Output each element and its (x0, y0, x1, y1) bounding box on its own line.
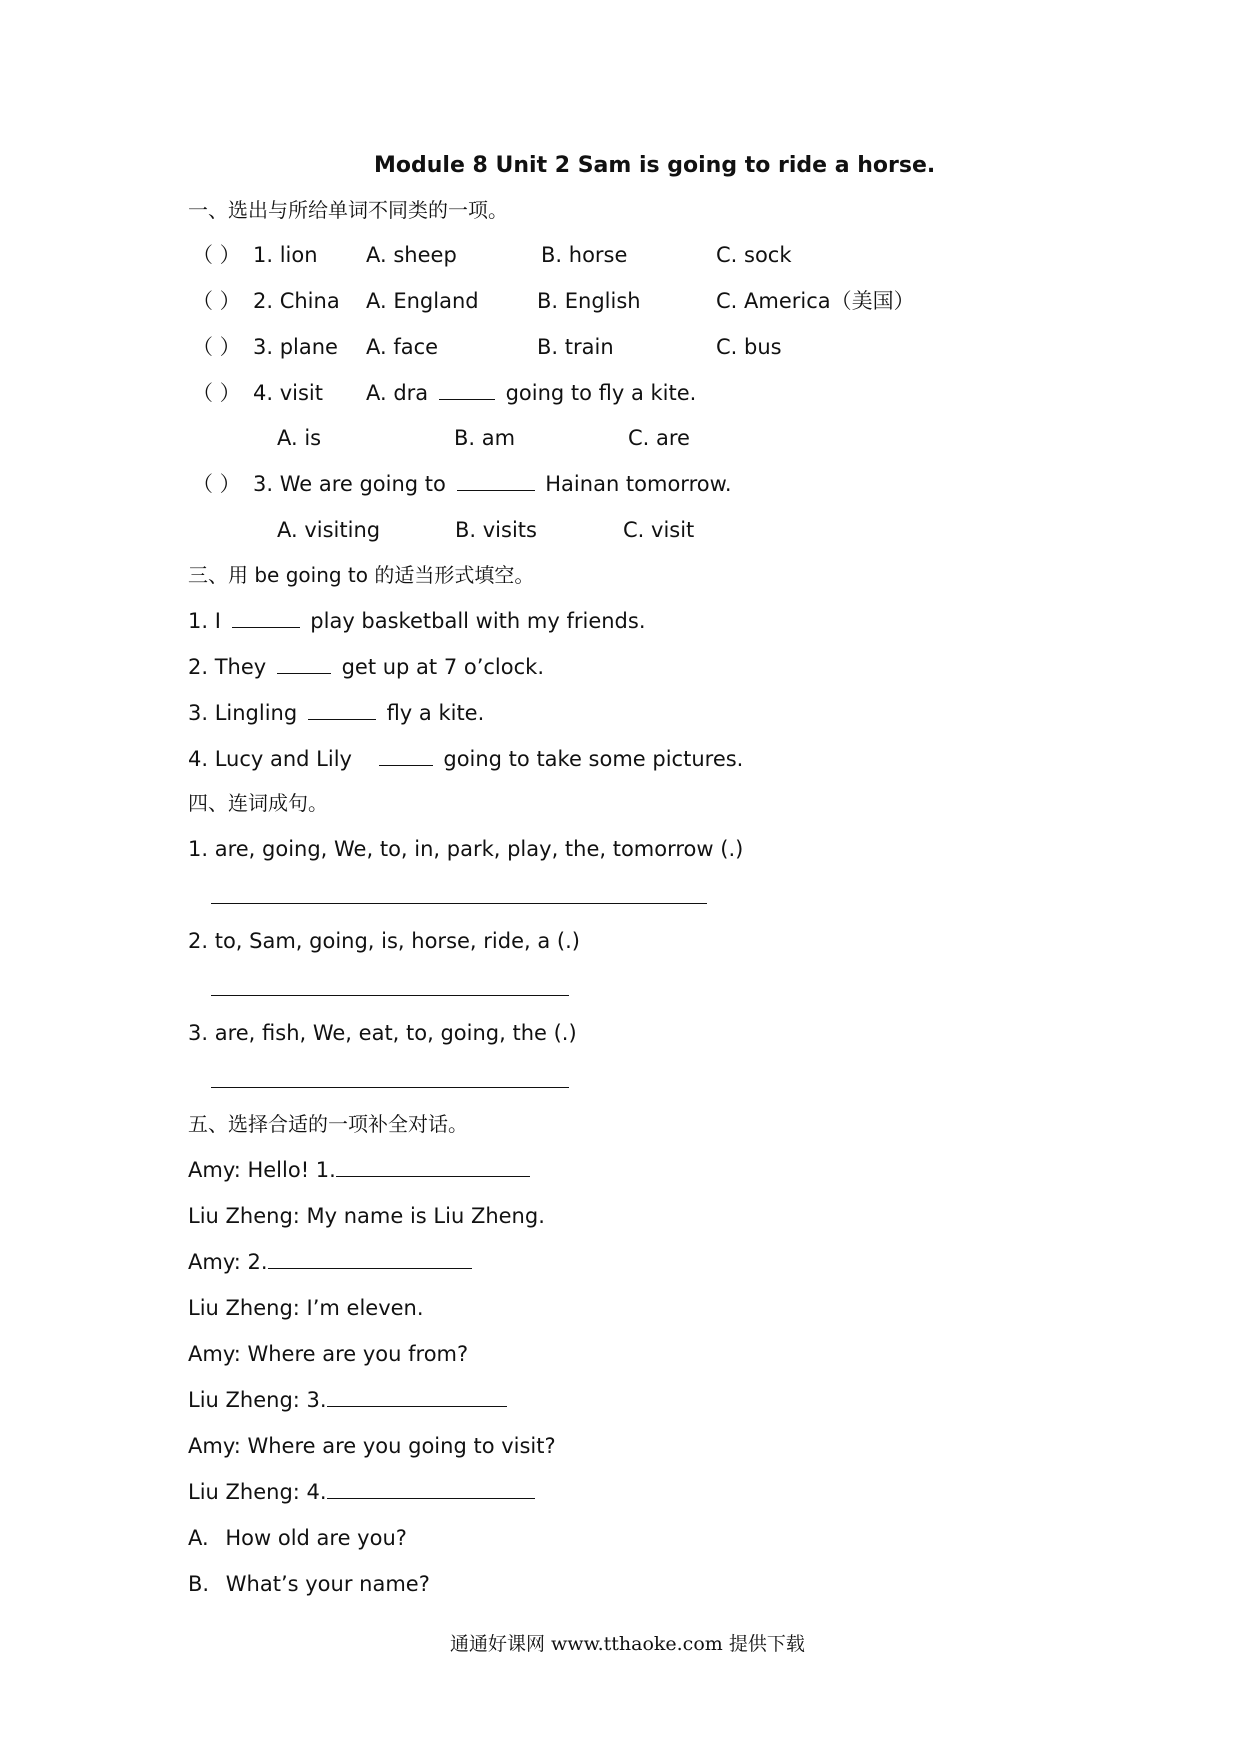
section-4-item-1: 1. are, going, We, to, in, park, play, the, tomorrow (.) (188, 837, 744, 861)
page-footer: 通通好课网 www.tthaoke.com 提供下载 (450, 1633, 805, 1655)
fill-blank[interactable] (327, 1386, 507, 1407)
section-5-heading: 五、选择合适的一项补全对话。 (188, 1112, 468, 1136)
option-c: C. sock (716, 243, 792, 267)
answer-paren: （ ） (192, 289, 241, 313)
option-text: How old are you? (225, 1526, 407, 1550)
sentence-start: 4. Lucy and Lily (188, 747, 352, 771)
option-letter: B. (188, 1572, 210, 1596)
section-4-heading: 四、连词成句。 (188, 791, 328, 815)
sentence-start: 2. They (188, 655, 267, 679)
section-4-item-3: 3. are, fish, We, eat, to, going, the (.) (188, 1021, 577, 1045)
sentence-start: 3. Lingling (188, 701, 298, 725)
option-a: A. visiting (277, 518, 381, 542)
option-b-row (188, 1570, 430, 1598)
option-a: A. is (277, 426, 322, 450)
option-a: A. sheep (366, 243, 457, 267)
page-title: Module 8 Unit 2 Sam is going to ride a horse. (374, 153, 936, 178)
section-3-item-4 (188, 745, 743, 773)
dialogue-line-5: Amy: Where are you from? (188, 1342, 469, 1366)
option-b: B. visits (455, 518, 537, 542)
dialogue-line-7: Amy: Where are you going to visit? (188, 1434, 556, 1458)
dialogue-line-3 (188, 1248, 476, 1276)
dialogue-line-6 (188, 1386, 511, 1414)
option-c: C. visit (623, 518, 695, 542)
section-1-heading: 一、选出与所给单词不同类的一项。 (188, 198, 508, 222)
question-word: 3. plane (253, 335, 338, 359)
dialogue-line-8 (188, 1478, 539, 1506)
answer-paren: （ ） (192, 243, 241, 267)
question-sentence (253, 470, 732, 498)
option-letter: A. (188, 1526, 209, 1550)
sentence-start: A. dra (366, 381, 429, 405)
section-3-item-2 (188, 653, 544, 681)
answer-paren: （ ） (192, 381, 241, 405)
fill-blank[interactable] (379, 745, 433, 766)
answer-line[interactable] (211, 1087, 569, 1088)
question-word: 4. visit (253, 381, 323, 405)
question-word: 1. lion (253, 243, 318, 267)
fill-blank[interactable] (336, 1156, 530, 1177)
dialogue-text: Liu Zheng: 3. (188, 1388, 327, 1412)
dialogue-line-2: Liu Zheng: My name is Liu Zheng. (188, 1204, 545, 1228)
sentence-end: get up at 7 o’clock. (341, 655, 545, 679)
option-b: B. train (537, 335, 614, 359)
fill-blank[interactable] (327, 1478, 535, 1499)
option-c: C. bus (716, 335, 782, 359)
sentence-end: fly a kite. (386, 701, 485, 725)
sentence-end: going to take some pictures. (443, 747, 744, 771)
fill-blank[interactable] (232, 607, 300, 628)
section-3-item-3 (188, 699, 484, 727)
option-c: C. are (628, 426, 690, 450)
fill-blank[interactable] (308, 699, 376, 720)
section-3-item-1 (188, 607, 646, 635)
sentence-start: 3. We are going to (253, 472, 446, 496)
dialogue-text: Liu Zheng: 4. (188, 1480, 327, 1504)
option-b: B. am (454, 426, 516, 450)
option-a: A. face (366, 335, 439, 359)
question-word: 2. China (253, 289, 340, 313)
answer-line[interactable] (211, 995, 569, 996)
option-a-row (188, 1524, 407, 1552)
fill-blank[interactable] (439, 379, 495, 400)
option-b: B. English (537, 289, 641, 313)
question-sentence (366, 379, 696, 407)
option-c: C. America（美国） (716, 289, 915, 313)
option-b: B. horse (541, 243, 628, 267)
answer-line[interactable] (211, 903, 707, 904)
option-a: A. England (366, 289, 479, 313)
fill-blank[interactable] (457, 470, 535, 491)
section-3-heading: 三、用 be going to 的适当形式填空。 (188, 563, 535, 587)
sentence-end: going to fly a kite. (505, 381, 697, 405)
dialogue-text: Amy: Hello! 1. (188, 1158, 336, 1182)
answer-paren: （ ） (192, 472, 241, 496)
dialogue-line-1 (188, 1156, 534, 1184)
dialogue-text: Amy: 2. (188, 1250, 268, 1274)
fill-blank[interactable] (277, 653, 331, 674)
option-text: What’s your name? (225, 1572, 430, 1596)
section-4-item-2: 2. to, Sam, going, is, horse, ride, a (.) (188, 929, 580, 953)
sentence-start: 1. I (188, 609, 221, 633)
answer-paren: （ ） (192, 335, 241, 359)
dialogue-line-4: Liu Zheng: I’m eleven. (188, 1296, 424, 1320)
sentence-end: play basketball with my friends. (310, 609, 646, 633)
fill-blank[interactable] (268, 1248, 472, 1269)
sentence-end: Hainan tomorrow. (545, 472, 732, 496)
